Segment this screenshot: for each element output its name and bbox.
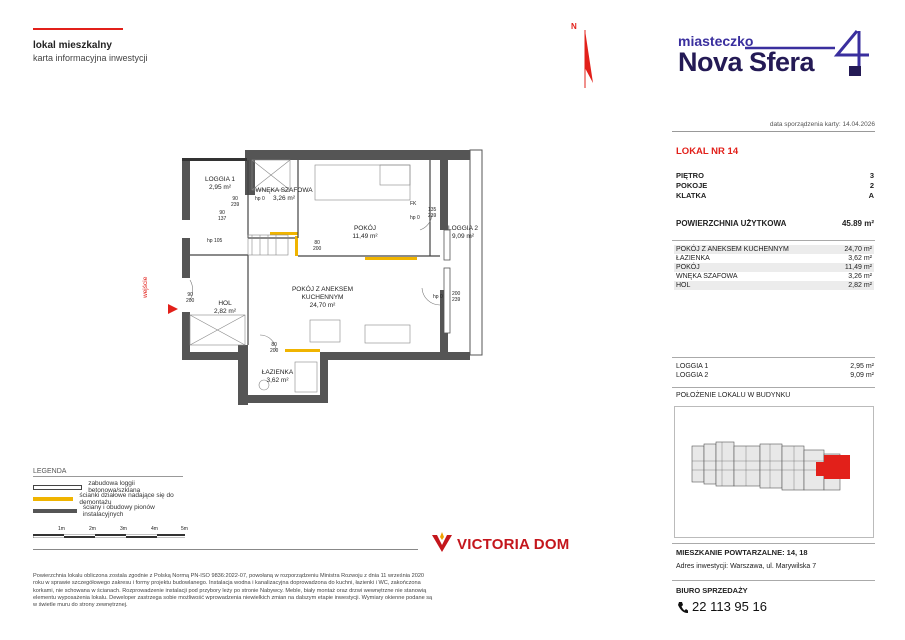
dim-label [428, 207, 436, 219]
label-text: POKÓJ [353, 225, 377, 232]
dim-label [218, 210, 226, 222]
dim-b: 137 [218, 216, 227, 222]
hol-label [203, 300, 247, 316]
room-row [674, 263, 874, 272]
dim-a: 80 [271, 342, 277, 348]
loggia1-label [195, 176, 245, 192]
room-name: POKÓJ Z ANEKSEM KUCHENNYM [676, 246, 789, 253]
dim-b: 200 [270, 348, 279, 354]
unit-number: LOKAL NR 14 [676, 146, 739, 157]
dim-label: hp 0 [255, 196, 265, 202]
compass-label: N [571, 22, 577, 31]
rooms-value: 2 [869, 181, 874, 190]
label-area: 2,95 m² [208, 184, 232, 191]
dim-label [313, 240, 321, 252]
label-area: 9,09 m² [451, 233, 475, 240]
dim-b: 239 [428, 213, 437, 219]
developer-logo-icon [430, 532, 454, 556]
brand-number-logo [745, 28, 875, 80]
stair-row [676, 191, 874, 200]
loggia-area: 2,95 m² [850, 363, 874, 370]
dim-b: 200 [186, 298, 195, 304]
label-text: KUCHENNYM [301, 294, 344, 301]
north-arrow-icon [575, 28, 597, 90]
disclaimer: Powierzchnia lokalu obliczona zostala zgodnie z Polską Normą PN-ISO 9836:2022-07, powołaną w rozporządzeniu Ministra Rozwoju z dnia 11 września 2020 roku w sprawie szczegółowego zakresu i formy projektu budowlanego. Instalacja wodna i kanalizacyjna doprowadzona do kuchni, łazienki i WC, zakończona korkami, nie schowana w ścianach. Rozprowadzenie instalacji pod przybory leży po stronie Nabywcy. Meble, biały montaż oraz drzwi wewnętrzne nie stanowią elementu wyposażenia lokalu. Deweloper zastrzega sobie możliwość wprowadzenia niewielkich zmian na dalszym etapie inwestycji. Wymiary okienne podane są w świetle muru do strony zewnętrznej. [33, 573, 433, 609]
legend-label: ścianki działowe nadające się do demontażu [79, 492, 174, 506]
dim-label [270, 342, 278, 354]
lazienka-label [255, 369, 300, 385]
rooms-row [676, 181, 874, 190]
label-area: 24,70 m² [309, 302, 336, 309]
label-text: LOGGIA 1 [205, 176, 235, 183]
developer-name: VICTORIA DOM [457, 536, 570, 553]
stair-label: KLATKA [676, 191, 707, 200]
label-area: 3,62 m² [266, 377, 289, 384]
divider [672, 387, 875, 388]
dim-label: hp 0 [410, 215, 420, 221]
entrance-arrow-icon [168, 304, 178, 314]
legend-label: zabudowa loggii betonowa/szklana [88, 480, 141, 494]
room-area: 3,26 m² [848, 273, 872, 280]
salon-label [280, 286, 365, 310]
room-area: 3,62 m² [848, 255, 872, 262]
loggia-row [676, 372, 874, 379]
repeat-units: MIESZKANIE POWTARZALNE: 14, 18 [676, 548, 808, 557]
loggia2-label [438, 225, 488, 241]
header-accent-line [33, 28, 123, 30]
label-text: HOL [218, 300, 232, 307]
legend [33, 468, 183, 517]
divider [33, 549, 418, 550]
dim-b: 239 [231, 202, 240, 208]
divider [672, 357, 875, 358]
label-area: 2,82 m² [213, 308, 237, 315]
sales-office-label: BIURO SPRZEDAŻY [676, 586, 748, 595]
pokoj-label [335, 225, 395, 241]
loggia-row [676, 363, 874, 370]
investment-address: Adres inwestycji: Warszawa, ul. Marywilska 7 [676, 563, 817, 570]
area-value: 45.89 m² [841, 219, 874, 228]
room-name: POKÓJ [676, 264, 700, 271]
dim-a: 90 [219, 210, 225, 216]
area-label: POWIERZCHNIA UŻYTKOWA [676, 219, 787, 228]
floor-row [676, 171, 874, 180]
dim-b: 200 [313, 246, 322, 252]
divider [672, 580, 875, 581]
room-area: 2,82 m² [848, 282, 872, 289]
room-row [674, 245, 874, 254]
sales-phone[interactable]: 22 113 95 16 [692, 599, 767, 614]
room-name: ŁAZIENKA [676, 255, 710, 262]
dim-a: 200 [452, 291, 461, 297]
label-text: ŁAZIENKA [261, 369, 294, 376]
scale-tick-label: 1m [58, 526, 65, 532]
dim-label [231, 196, 239, 208]
dim-label [452, 291, 460, 303]
card-date: data sporządzenia karty: 14.04.2026 [769, 121, 875, 128]
dim-b: 239 [452, 297, 461, 303]
dim-label: hp 0 [433, 294, 443, 300]
legend-title: LEGENDA [33, 468, 183, 477]
stair-value: A [868, 191, 874, 200]
room-row [674, 254, 874, 263]
room-area: 11,49 m² [844, 264, 872, 271]
legend-swatch [33, 509, 77, 513]
label-area: 11,49 m² [352, 233, 378, 240]
legend-label: ściany i obudowy pionów instalacyjnych [82, 504, 155, 518]
loggia-name: LOGGIA 2 [676, 372, 709, 379]
location-title: POŁOŻENIE LOKALU W BUDYNKU [676, 392, 791, 399]
label-text: POKÓJ Z ANEKSEM [291, 286, 354, 293]
dim-a: 80 [314, 240, 320, 246]
legend-swatch [33, 497, 73, 501]
label-text: LOGGIA 2 [448, 225, 478, 232]
divider [672, 131, 875, 132]
legend-item [33, 505, 183, 517]
page-title: lokal mieszkalny [33, 40, 112, 51]
dim-label: FK [410, 201, 417, 207]
dim-label [186, 292, 194, 304]
dim-label: hp 105 [207, 238, 223, 244]
divider [672, 543, 875, 544]
dim-a: 90 [232, 196, 238, 202]
scale-bar [33, 534, 185, 538]
scale-tick-label: 3m [120, 526, 127, 532]
loggia-area: 9,09 m² [850, 372, 874, 379]
scale-tick-label: 2m [89, 526, 96, 532]
label-area: 3,26 m² [272, 195, 296, 202]
room-row [674, 281, 874, 290]
floor-value: 3 [869, 171, 874, 180]
scale-tick-label: 5m [181, 526, 188, 532]
loggia-name: LOGGIA 1 [676, 363, 709, 370]
room-name: WNĘKA SZAFOWA [676, 273, 738, 280]
page-subtitle: karta informacyjna inwestycji [33, 53, 148, 63]
dim-a: 90 [187, 292, 193, 298]
phone-icon [677, 601, 688, 614]
floor-label: PIĘTRO [676, 171, 704, 180]
label-text: WNĘKA SZAFOWA [255, 187, 313, 194]
room-area: 24,70 m² [844, 246, 872, 253]
brand-main: Nova Sfera [678, 47, 815, 77]
scale-tick-label: 4m [151, 526, 158, 532]
rooms-label: POKOJE [676, 181, 708, 190]
area-row [676, 219, 874, 228]
building-location-map [674, 406, 874, 538]
legend-swatch [33, 485, 82, 490]
dim-a: 135 [428, 207, 437, 213]
room-row [674, 272, 874, 281]
entrance-label: wejście [142, 276, 149, 298]
brand-small: miasteczko [678, 33, 754, 49]
room-name: HOL [676, 282, 691, 289]
divider [672, 240, 875, 241]
